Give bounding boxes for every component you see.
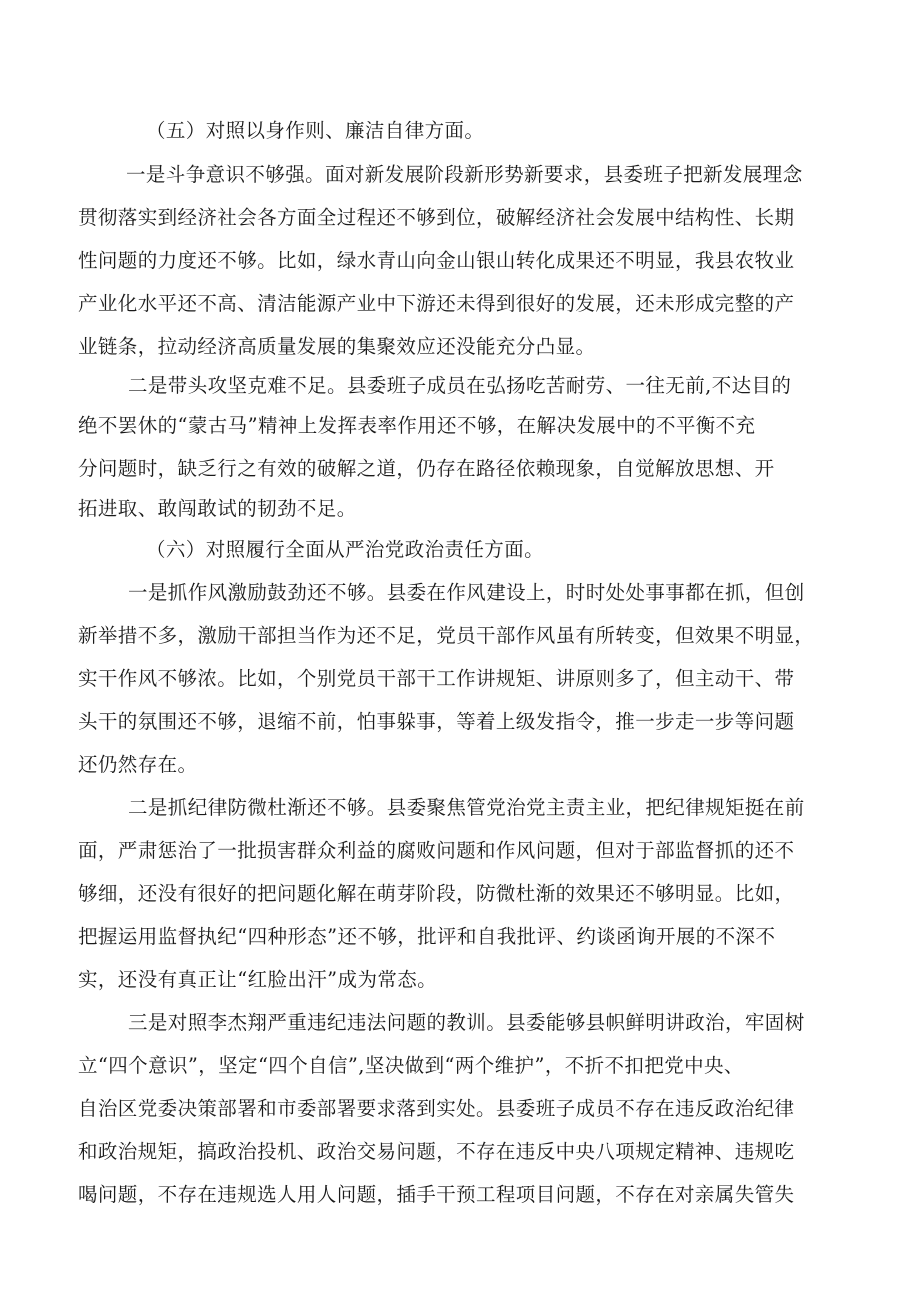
paragraph-line: 喝问题，不存在违规选人用人问题，插手干预工程项目问题，不存在对亲属失管失 [78, 1183, 795, 1206]
section-heading-six: （六）对照履行全面从严治党政治责任方面。 [146, 538, 545, 561]
paragraph-line: 拓进取、敢闯敢试的韧劲不足。 [78, 497, 357, 520]
paragraph-line: 还仍然存在。 [78, 753, 198, 776]
paragraph-line: 立“四个意识”，坚定“四个自信”,坚决做到“两个维护”，不折不扣把党中央、 [78, 1054, 744, 1077]
paragraph-line: 二是抓纪律防微杜渐还不够。县委聚焦管党治党主责主业，把纪律规矩挺在前 [128, 796, 805, 819]
paragraph-line: 面，严肃惩治了一批损害群众利益的腐败问题和作风问题，但对于部监督抓的还不 [78, 839, 795, 862]
paragraph-line: 自治区党委决策部署和市委部署要求落到实处。县委班子成员不存在违反政治纪律 [78, 1097, 795, 1120]
paragraph-line: 一是抓作风激励鼓劲还不够。县委在作风建设上，时时处处事事都在抓，但创 [128, 581, 805, 604]
paragraph-line: 头干的氛围还不够，退缩不前，怕事躲事，等着上级发指令，推一步走一步等问题 [78, 710, 795, 733]
paragraph-line: 产业化水平还不高、清洁能源产业中下游还未得到很好的发展，还未形成完整的产 [78, 292, 795, 315]
paragraph-line: 分问题时，缺乏行之有效的破解之道，仍存在路径依赖现象，自觉解放思想、开 [78, 457, 775, 480]
paragraph-line: 性问题的力度还不够。比如，绿水青山向金山银山转化成果还不明显，我县农牧业 [78, 249, 795, 272]
paragraph-line: 够细，还没有很好的把问题化解在萌芽阶段，防微杜渐的效果还不够明显。比如， [78, 882, 795, 905]
section-heading-five: （五）对照以身作则、廉洁自律方面。 [146, 119, 485, 142]
paragraph-line: 实，还没有真正让“红脸出汗”成为常态。 [78, 968, 438, 991]
paragraph-line: 和政治规矩，搞政治投机、政治交易问题，不存在违反中央八项规定精神、违规吃 [78, 1140, 795, 1163]
paragraph-line: 贯彻落实到经济社会各方面全过程还不够到位，破解经济社会发展中结构性、长期 [78, 206, 795, 229]
paragraph-line: 把握运用监督执纪“四种形态”还不够，批评和自我批评、约谈函询开展的不深不 [78, 925, 776, 948]
paragraph-line: 三是对照李杰翔严重违纪违法问题的教训。县委能够县帜鲜明讲政治，牢固树 [128, 1011, 805, 1034]
paragraph-line: 一是斗争意识不够强。面对新发展阶段新形势新要求，县委班子把新发展理念 [126, 163, 803, 186]
paragraph-line: 实干作风不够浓。比如，个别党员干部干工作讲规矩、讲原则多了，但主动干、带 [78, 667, 795, 690]
paragraph-line: 新举措不多，激励干部担当作为还不足，党员干部作风虽有所转变，但效果不明显， [78, 624, 815, 647]
paragraph-line: 二是带头攻坚克难不足。县委班子成员在弘扬吃苦耐劳、一往无前,不达目的 [128, 374, 792, 397]
paragraph-line: 业链条，拉动经济高质量发展的集聚效应还没能充分凸显。 [78, 335, 596, 358]
paragraph-line: 绝不罢休的“蒙古马”精神上发挥表率作用还不够，在解决发展中的不平衡不充 [78, 414, 756, 437]
